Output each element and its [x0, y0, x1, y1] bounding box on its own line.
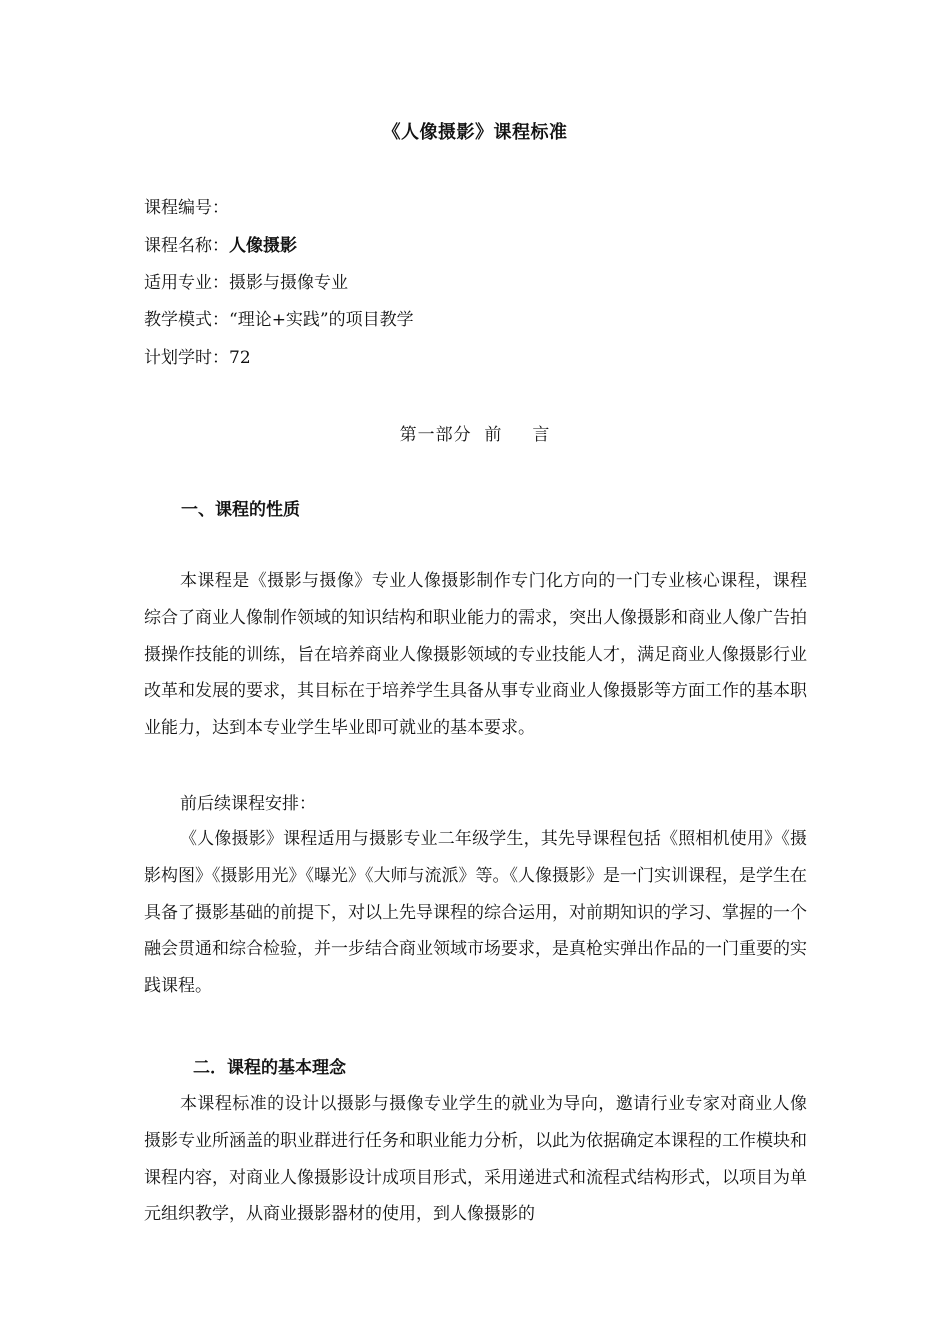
meta-course-name	[144, 233, 297, 259]
teaching-mode-label: 教学模式：	[144, 310, 229, 330]
section-two-heading: 二．课程的基本理念	[193, 1058, 346, 1078]
course-name-value: 人像摄影	[229, 236, 297, 256]
teaching-mode-value: “理论+实践”的项目教学	[229, 310, 414, 330]
course-sequence-paragraph: 《人像摄影》课程适用与摄影专业二年级学生，其先导课程包括《照相机使用》《摄影构图》《摄影用光》《曝光》《大师与流派》等。《人像摄影》是一门实训课程，是学生在具备了摄影基础的前提下，对以上先导课程的综合运用，对前期知识的学习、掌握的一个融会贯通和综合检验，并一步结合商业领域市场要求，是真枪实弹出作品的一门重要的实践课程。	[144, 829, 807, 997]
meta-course-code	[144, 195, 229, 221]
meta-teaching-mode	[144, 307, 414, 333]
section-one-paragraph: 本课程是《摄影与摄像》专业人像摄影制作专门化方向的一门专业核心课程，课程综合了商业人像制作领域的知识结构和职业能力的需求，突出人像摄影和商业人像广告拍摄操作技能的训练，旨在培养商业人像摄影领域的专业技能人才，满足商业人像摄影行业改革和发展的要求，其目标在于培养学生具备从事专业商业人像摄影等方面工作的基本职业能力，达到本专业学生毕业即可就业的基本要求。	[144, 571, 807, 739]
major-label: 适用专业：	[144, 273, 229, 293]
planned-hours-label: 计划学时：	[144, 348, 229, 368]
part-one-word-a: 前	[484, 425, 503, 445]
part-one-heading	[0, 420, 950, 445]
meta-planned-hours	[144, 345, 251, 371]
part-one-word-b: 言	[532, 425, 551, 445]
meta-major	[144, 270, 348, 296]
major-value: 摄影与摄像专业	[229, 273, 348, 293]
section-one-heading: 一、课程的性质	[181, 500, 300, 520]
section-two-paragraph: 本课程标准的设计以摄影与摄像专业学生的就业为导向，邀请行业专家对商业人像摄影专业所涵盖的职业群进行任务和职业能力分析，以此为依据确定本课程的工作模块和课程内容，对商业人像摄影设计成项目形式，采用递进式和流程式结构形式，以项目为单元组织教学，从商业摄影器材的使用，到人像摄影的	[144, 1094, 807, 1225]
course-code-label: 课程编号：	[144, 198, 229, 218]
part-one-prefix: 第一部分	[399, 425, 472, 445]
document-title: 《人像摄影》课程标准	[382, 122, 568, 143]
planned-hours-value: 72	[229, 348, 251, 368]
course-name-label: 课程名称：	[144, 236, 229, 256]
course-sequence-label: 前后续课程安排：	[180, 794, 316, 814]
